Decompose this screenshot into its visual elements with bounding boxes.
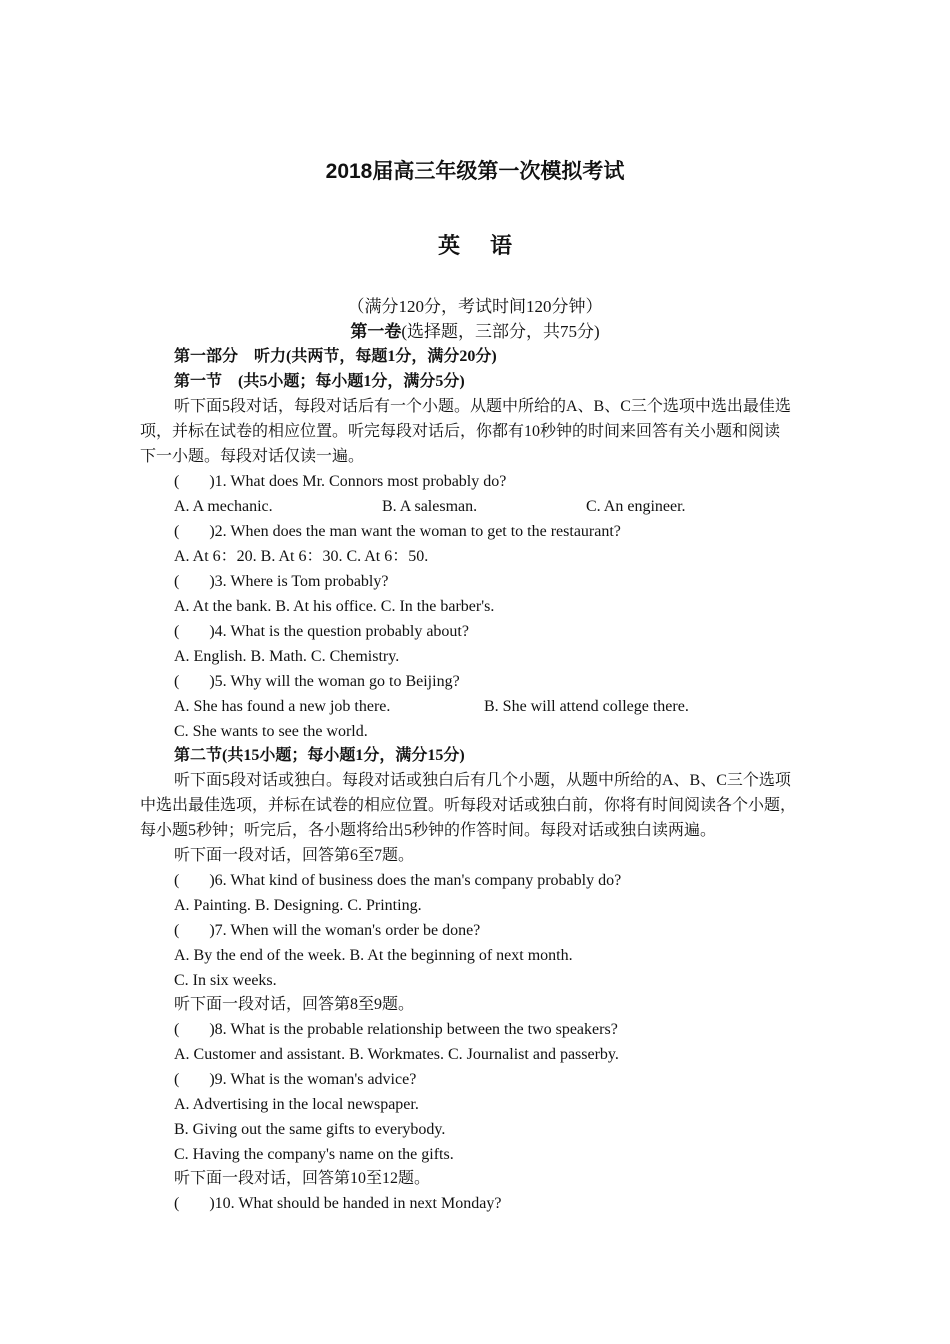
option-c: C. An engineer. [586, 498, 686, 515]
options-line: A. English. B. Math. C. Chemistry. [174, 648, 400, 665]
options-line: A. At the bank. B. At his office. C. In the barber's. [174, 598, 495, 615]
part1-title: 第一部分 听力(共两节，每题1分，满分20分) [174, 348, 497, 365]
question-stem: )2. When does the man want the woman to get to the restaurant? [209, 523, 621, 540]
question-3: ( )3. Where is Tom probably? [174, 573, 389, 590]
option-c: C. In six weeks. [174, 972, 277, 989]
question-stem: )9. What is the woman's advice? [209, 1071, 417, 1088]
section1-instruction-line: 听下面5段对话，每段对话后有一个小题。从题中所给的A、B、C三个选项中选出最佳选 [174, 398, 791, 415]
option-a: A. She has found a new job there. [174, 698, 391, 715]
question-4: ( )4. What is the question probably about? [174, 623, 469, 640]
options-line: A. Customer and assistant. B. Workmates. C. Journalist and passerby. [174, 1046, 619, 1063]
option-c: C. She wants to see the world. [174, 723, 368, 740]
option-c: C. Having the company's name on the gifts. [174, 1146, 454, 1163]
options-line: A. At 6：20. B. At 6：30. C. At 6：50. [174, 548, 429, 565]
question-stem: )6. What kind of business does the man's company probably do? [209, 872, 622, 889]
option-b: B. She will attend college there. [484, 698, 689, 715]
section1-instruction-line: 项，并标在试卷的相应位置。听完每段对话后，你都有10秒钟的时间来回答有关小题和阅读 [140, 423, 781, 440]
group-instruction: 听下面一段对话，回答第8至9题。 [174, 996, 415, 1013]
question-1: ( )1. What does Mr. Connors most probably do? [174, 473, 507, 490]
options-line: A. By the end of the week. B. At the beginning of next month. [174, 947, 573, 964]
question-5: ( )5. Why will the woman go to Beijing? [174, 673, 460, 690]
volume-note: (选择题，三部分，共75分) [401, 322, 600, 341]
question-6: ( )6. What kind of business does the man's company probably do? [174, 872, 622, 889]
question-7: ( )7. When will the woman's order be done? [174, 922, 481, 939]
question-stem: )1. What does Mr. Connors most probably do? [209, 473, 507, 490]
group-instruction: 听下面一段对话，回答第10至12题。 [174, 1170, 431, 1187]
option-b: B. Giving out the same gifts to everybody. [174, 1121, 446, 1138]
question-stem: )3. Where is Tom probably? [209, 573, 389, 590]
section2-title: 第二节(共15小题；每小题1分，满分15分) [174, 747, 465, 764]
question-stem: )10. What should be handed in next Monday? [209, 1195, 502, 1212]
subject-title: 英语 [437, 234, 542, 259]
question-10: ( )10. What should be handed in next Monday? [174, 1195, 502, 1212]
section1-instruction-line: 下一小题。每段对话仅读一遍。 [140, 448, 365, 465]
question-stem: )7. When will the woman's order be done? [209, 922, 481, 939]
exam-info: （满分120分，考试时间120分钟） [347, 297, 603, 316]
question-stem: )8. What is the probable relationship between the two speakers? [209, 1021, 618, 1038]
section2-instruction-line: 中选出最佳选项，并标在试卷的相应位置。听每段对话或独白前，你将有时间阅读各个小题， [140, 797, 797, 814]
question-2: ( )2. When does the man want the woman to get to the restaurant? [174, 523, 621, 540]
option-a: A. Advertising in the local newspaper. [174, 1096, 419, 1113]
section1-title: 第一节 (共5小题；每小题1分，满分5分) [174, 373, 465, 390]
exam-title: 2018届高三年级第一次模拟考试 [325, 160, 625, 183]
question-8: ( )8. What is the probable relationship between the two speakers? [174, 1021, 618, 1038]
question-stem: )4. What is the question probably about? [209, 623, 469, 640]
options-line: A. Painting. B. Designing. C. Printing. [174, 897, 422, 914]
section2-instruction-line: 听下面5段对话或独白。每段对话或独白后有几个小题，从题中所给的A、B、C三个选项 [174, 772, 791, 789]
option-a: A. A mechanic. [174, 498, 273, 515]
volume-title: 第一卷 [350, 322, 402, 341]
question-9: ( )9. What is the woman's advice? [174, 1071, 417, 1088]
volume-heading [0, 322, 950, 342]
section2-instruction-line: 每小题5秒钟；听完后，各小题将给出5秒钟的作答时间。每段对话或独白读两遍。 [140, 822, 717, 839]
group-instruction: 听下面一段对话，回答第6至7题。 [174, 847, 415, 864]
option-b: B. A salesman. [382, 498, 478, 515]
question-stem: )5. Why will the woman go to Beijing? [209, 673, 460, 690]
